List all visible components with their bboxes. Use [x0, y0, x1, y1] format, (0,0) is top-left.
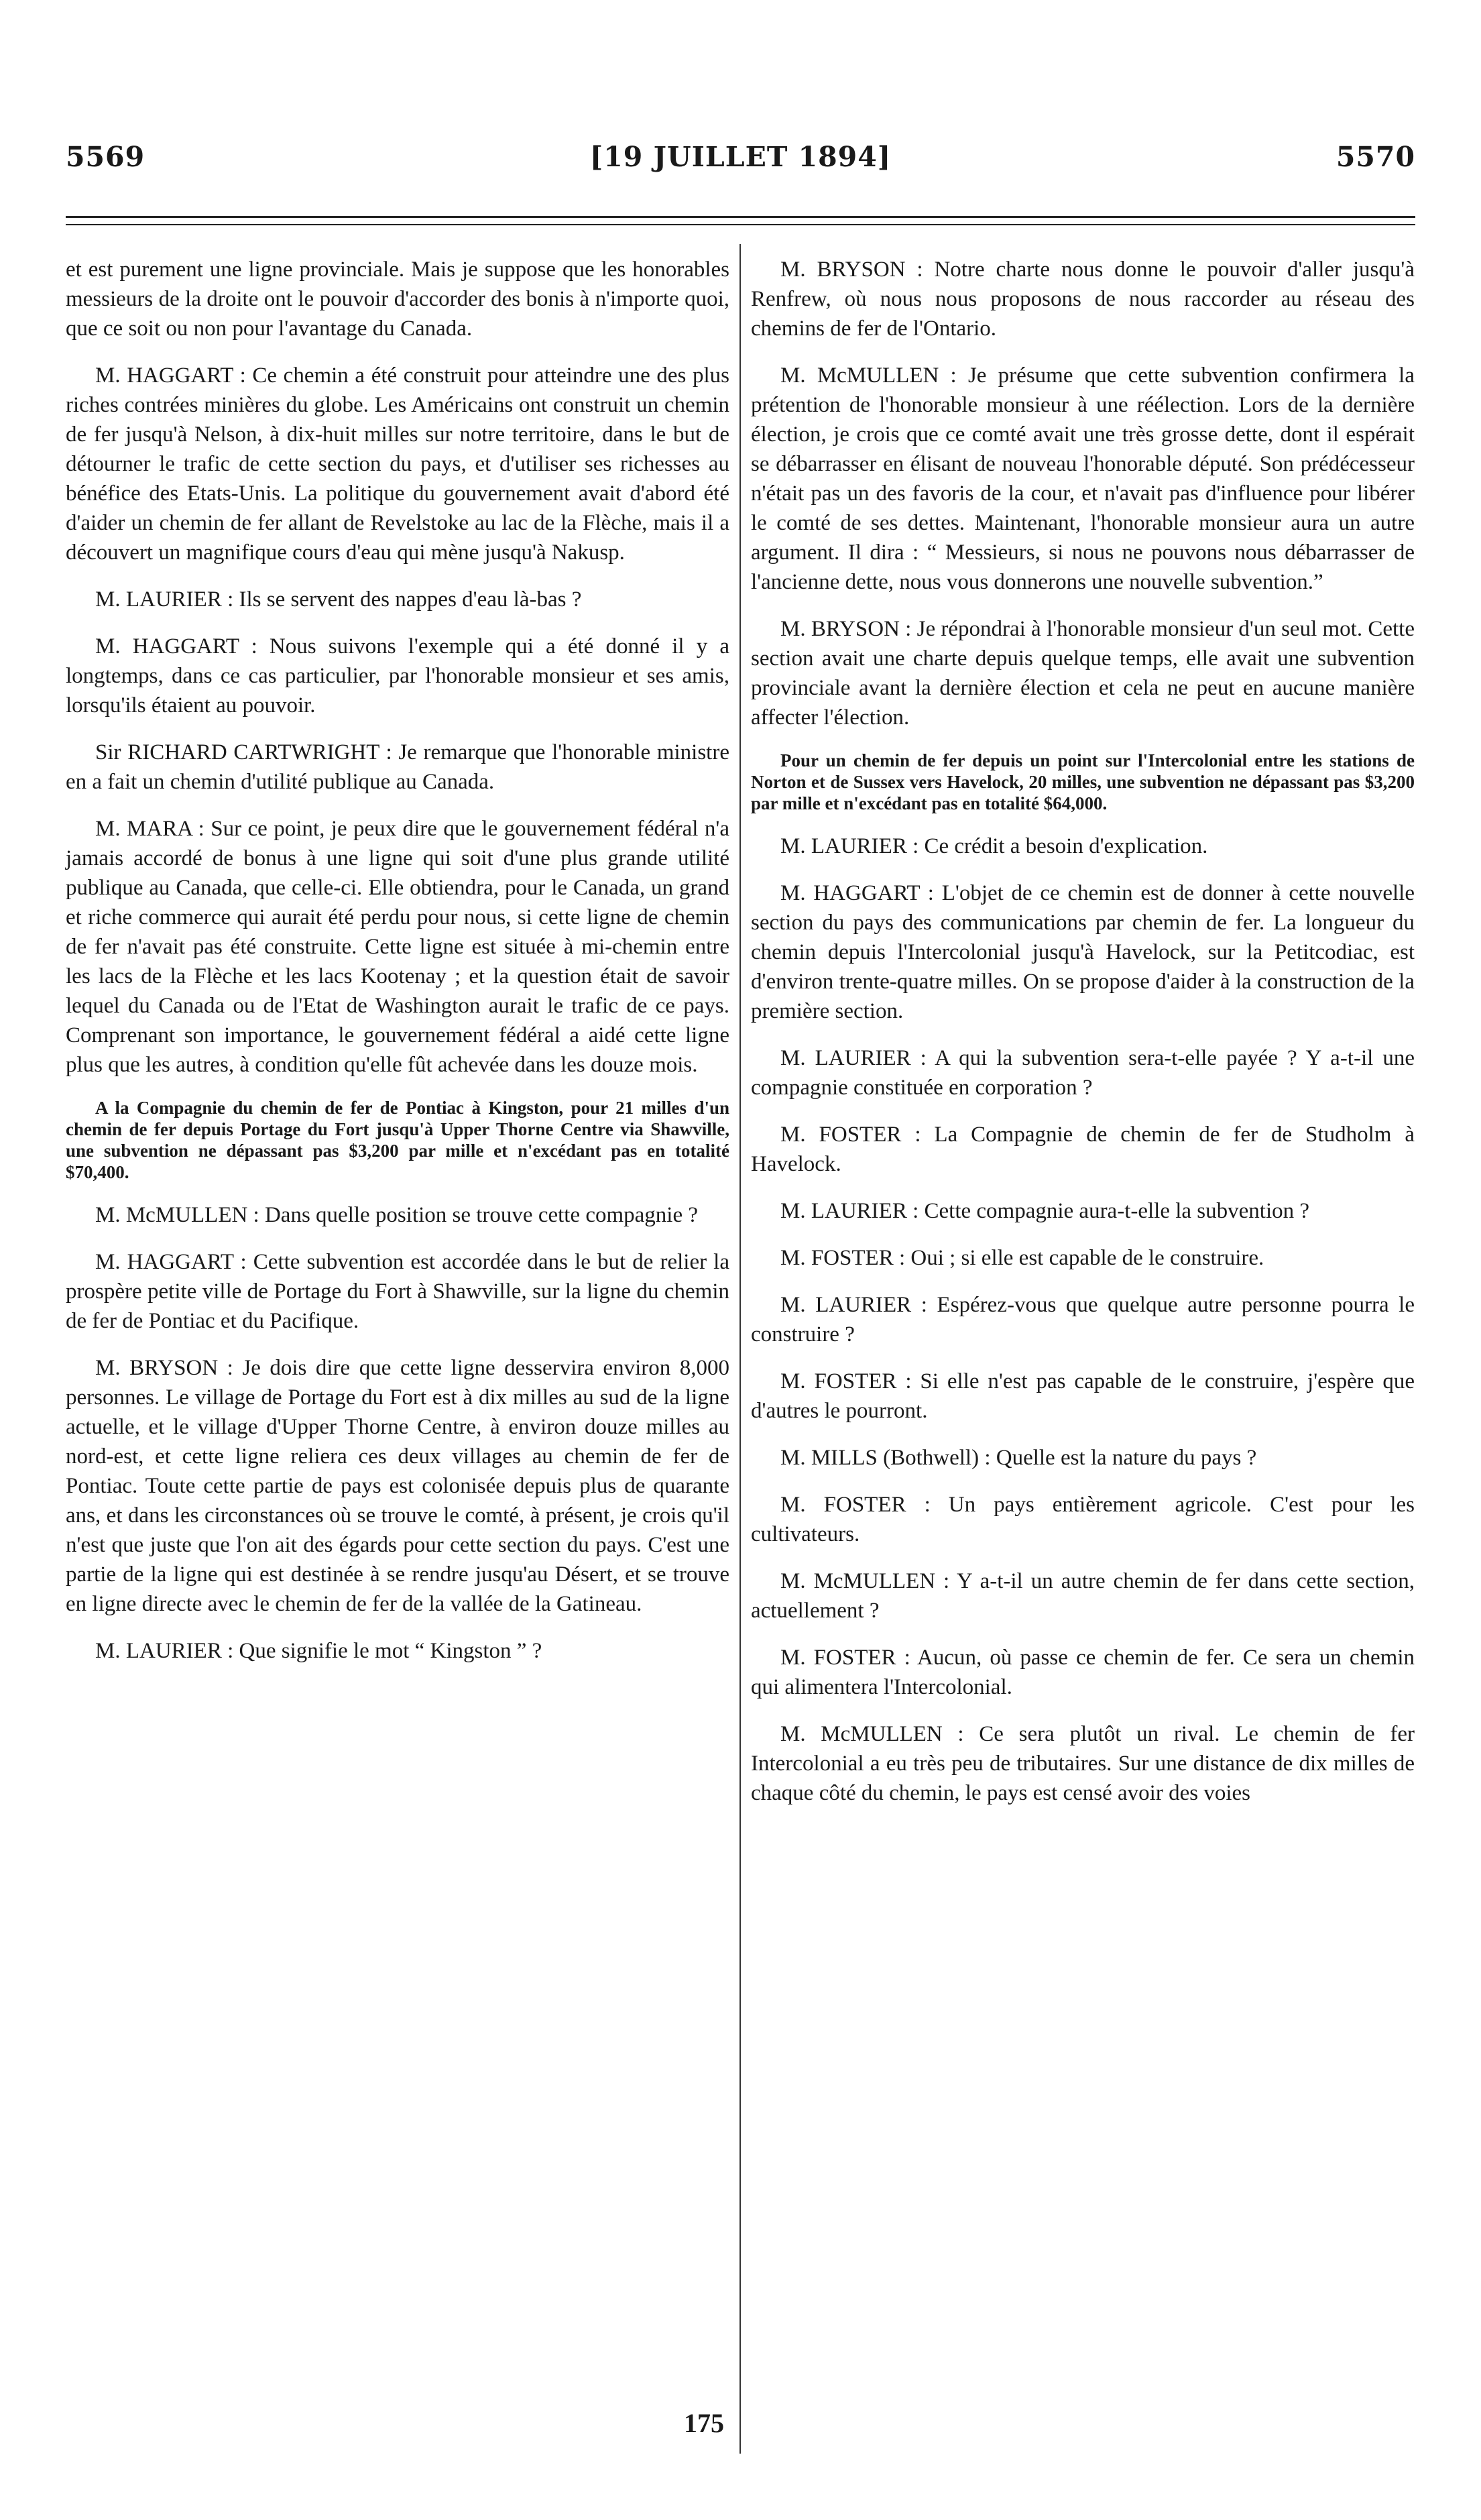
paragraph: M. LAURIER : A qui la subvention sera-t-elle payée ? Y a-t-il une compagnie constituée en corporation ? — [751, 1046, 1415, 1100]
paragraph: M. FOSTER : Aucun, où passe ce chemin de fer. Ce sera un chemin qui alimentera l'Intercolonial. — [751, 1646, 1415, 1699]
paragraph: M. LAURIER : Ce crédit a besoin d'explication. — [780, 834, 1208, 858]
paragraph: M. FOSTER : Si elle n'est pas capable de le construire, j'espère que d'autres le pourront. — [751, 1369, 1415, 1423]
paragraph: M. FOSTER : Un pays entièrement agricole. C'est pour les cultivateurs. — [751, 1493, 1415, 1546]
left-column — [66, 255, 729, 1683]
page-number-right: 5570 — [1336, 141, 1415, 173]
page-header — [66, 141, 1415, 181]
paragraph: M. HAGGART : Ce chemin a été construit pour atteindre une des plus riches contrées minières du globe. Les Américains ont construit un chemin de fer jusqu'à Nelson, à dix-huit milles sur notre territoire, dans le but de détourner le trafic de cette section du pays, et d'utiliser ses richesses au bénéfice des Etats-Unis. La politique du gouvernement avait d'abord été d'aider un chemin de fer allant de Revelstoke au lac de la Flèche, mais il a découvert un magnifique cours d'eau qui mène jusqu'à Nakusp. — [66, 363, 729, 565]
header-rule-top — [66, 216, 1415, 218]
folio-number: 175 — [684, 2408, 724, 2438]
paragraph: M. HAGGART : Cette subvention est accordée dans le but de relier la prospère petite ville de Portage du Fort à Shawville, sur la ligne du chemin de fer de Pontiac et du Pacifique. — [66, 1250, 729, 1333]
paragraph: M. HAGGART : Nous suivons l'exemple qui a été donné il y a longtemps, dans ce cas particulier, par l'honorable monsieur et ses amis, lorsqu'ils étaient au pouvoir. — [66, 634, 729, 718]
paragraph: M. McMULLEN : Dans quelle position se trouve cette compagnie ? — [95, 1203, 699, 1227]
paragraph: M. McMULLEN : Ce sera plutôt un rival. Le chemin de fer Intercolonial a eu très peu de tributaires. Sur une distance de dix milles de chaque côté du chemin, le pays est censé avoir des voies — [751, 1722, 1415, 1805]
appropriation-item: A la Compagnie du chemin de fer de Pontiac à Kingston, pour 21 milles d'un chemin de fer depuis Portage du Fort jusqu'à Upper Thorne Centre via Shawville, une subvention ne dépassant pas $3,200 par mille et n'excédant pas en totalité $70,400. — [66, 1098, 729, 1182]
paragraph: M. McMULLEN : Y a-t-il un autre chemin de fer dans cette section, actuellement ? — [751, 1569, 1415, 1623]
paragraph: M. BRYSON : Je dois dire que cette ligne desservira environ 8,000 personnes. Le village de Portage du Fort est à dix milles au sud de la ligne actuelle, et le village d'Upper Thorne Centre, à environ douze milles au nord-est, et cette ligne reliera ces deux villages au chemin de fer de Pontiac. Toute cette partie de pays est colonisée depuis plus de quarante ans, et dans les circonstances où se trouve le comté, à présent, je crois qu'il n'est que juste que l'on ait des égards pour cette section du pays. C'est une partie de la ligne qui est destinée à se rendre jusqu'au Désert, et se trouve en ligne directe avec le chemin de fer de la vallée de la Gatineau. — [66, 1356, 729, 1616]
column-divider — [739, 244, 741, 2454]
paragraph: M. BRYSON : Notre charte nous donne le pouvoir d'aller jusqu'à Renfrew, où nous nous proposons de nous raccorder au réseau des chemins de fer de l'Ontario. — [751, 257, 1415, 341]
paragraph: M. MILLS (Bothwell) : Quelle est la nature du pays ? — [780, 1446, 1257, 1470]
paragraph: M. LAURIER : Ils se servent des nappes d'eau là-bas ? — [95, 587, 582, 612]
page-number-left: 5569 — [66, 141, 145, 173]
paragraph: M. FOSTER : La Compagnie de chemin de fer de Studholm à Havelock. — [751, 1123, 1415, 1176]
right-column — [751, 255, 1415, 1825]
appropriation-item: Pour un chemin de fer depuis un point sur l'Intercolonial entre les stations de Norton et de Sussex vers Havelock, 20 milles, une subvention ne dépassant pas $3,200 par mille et n'excédant pas en totalité $64,000. — [751, 750, 1415, 813]
paragraph: et est purement une ligne provinciale. Mais je suppose que les honorables messieurs de la droite ont le pouvoir d'accorder des bonis à n'importe quoi, que ce soit ou non pour l'avantage du Canada. — [66, 257, 729, 341]
paragraph: M. McMULLEN : Je présume que cette subvention confirmera la prétention de l'honorable monsieur à une réélection. Lors de la dernière élection, je crois que ce comté avait une très grosse dette, dont il espérait se débarrasser en élisant de nouveau l'honorable député. Son prédécesseur n'était pas un des favoris de la cour, et n'avait pas d'influence pour libérer le comté de ses dettes. Maintenant, l'honorable monsieur aura un autre argument. Il dira : “ Messieurs, si nous ne pouvons nous débarrasser de l'ancienne dette, nous vous donnerons une nouvelle subvention.” — [751, 363, 1415, 594]
header-rule-bottom — [66, 224, 1415, 225]
paragraph: M. BRYSON : Je répondrai à l'honorable monsieur d'un seul mot. Cette section avait une charte depuis quelque temps, elle avait une subvention provinciale avant la dernière élection et cela ne peut en aucune manière affecter l'élection. — [751, 617, 1415, 730]
paragraph: Sir RICHARD CARTWRIGHT : Je remarque que l'honorable ministre en a fait un chemin d'utilité publique au Canada. — [66, 740, 729, 794]
header-date: [19 JUILLET 1894] — [589, 141, 892, 173]
paragraph: M. LAURIER : Espérez-vous que quelque autre personne pourra le construire ? — [751, 1293, 1415, 1347]
paragraph: M. LAURIER : Que signifie le mot “ Kingston ” ? — [95, 1639, 542, 1663]
paragraph: M. LAURIER : Cette compagnie aura-t-elle la subvention ? — [780, 1199, 1310, 1223]
paragraph: M. MARA : Sur ce point, je peux dire que le gouvernement fédéral n'a jamais accordé de bonus à une ligne qui soit d'une plus grande utilité publique au Canada, que celle-ci. Elle obtiendra, pour le Canada, un grand et riche commerce qui aurait été perdu pour nous, si cette ligne de chemin de fer n'avait pas été construite. Cette ligne est située à mi-chemin entre les lacs de la Flèche et les lacs Kootenay ; et la question était de savoir lequel du Canada ou de l'Etat de Washington aurait le trafic de ce pays. Comprenant son importance, le gouvernement fédéral a aidé cette ligne plus que les autres, à condition qu'elle fût achevée dans les douze mois. — [66, 817, 729, 1077]
paragraph: M. FOSTER : Oui ; si elle est capable de le construire. — [780, 1246, 1264, 1270]
paragraph: M. HAGGART : L'objet de ce chemin est de donner à cette nouvelle section du pays des communications par chemin de fer. La longueur du chemin depuis l'Intercolonial jusqu'à Havelock, sur la Petitcodiac, est d'environ trente-quatre milles. On se propose d'aider à la construction de la première section. — [751, 881, 1415, 1023]
